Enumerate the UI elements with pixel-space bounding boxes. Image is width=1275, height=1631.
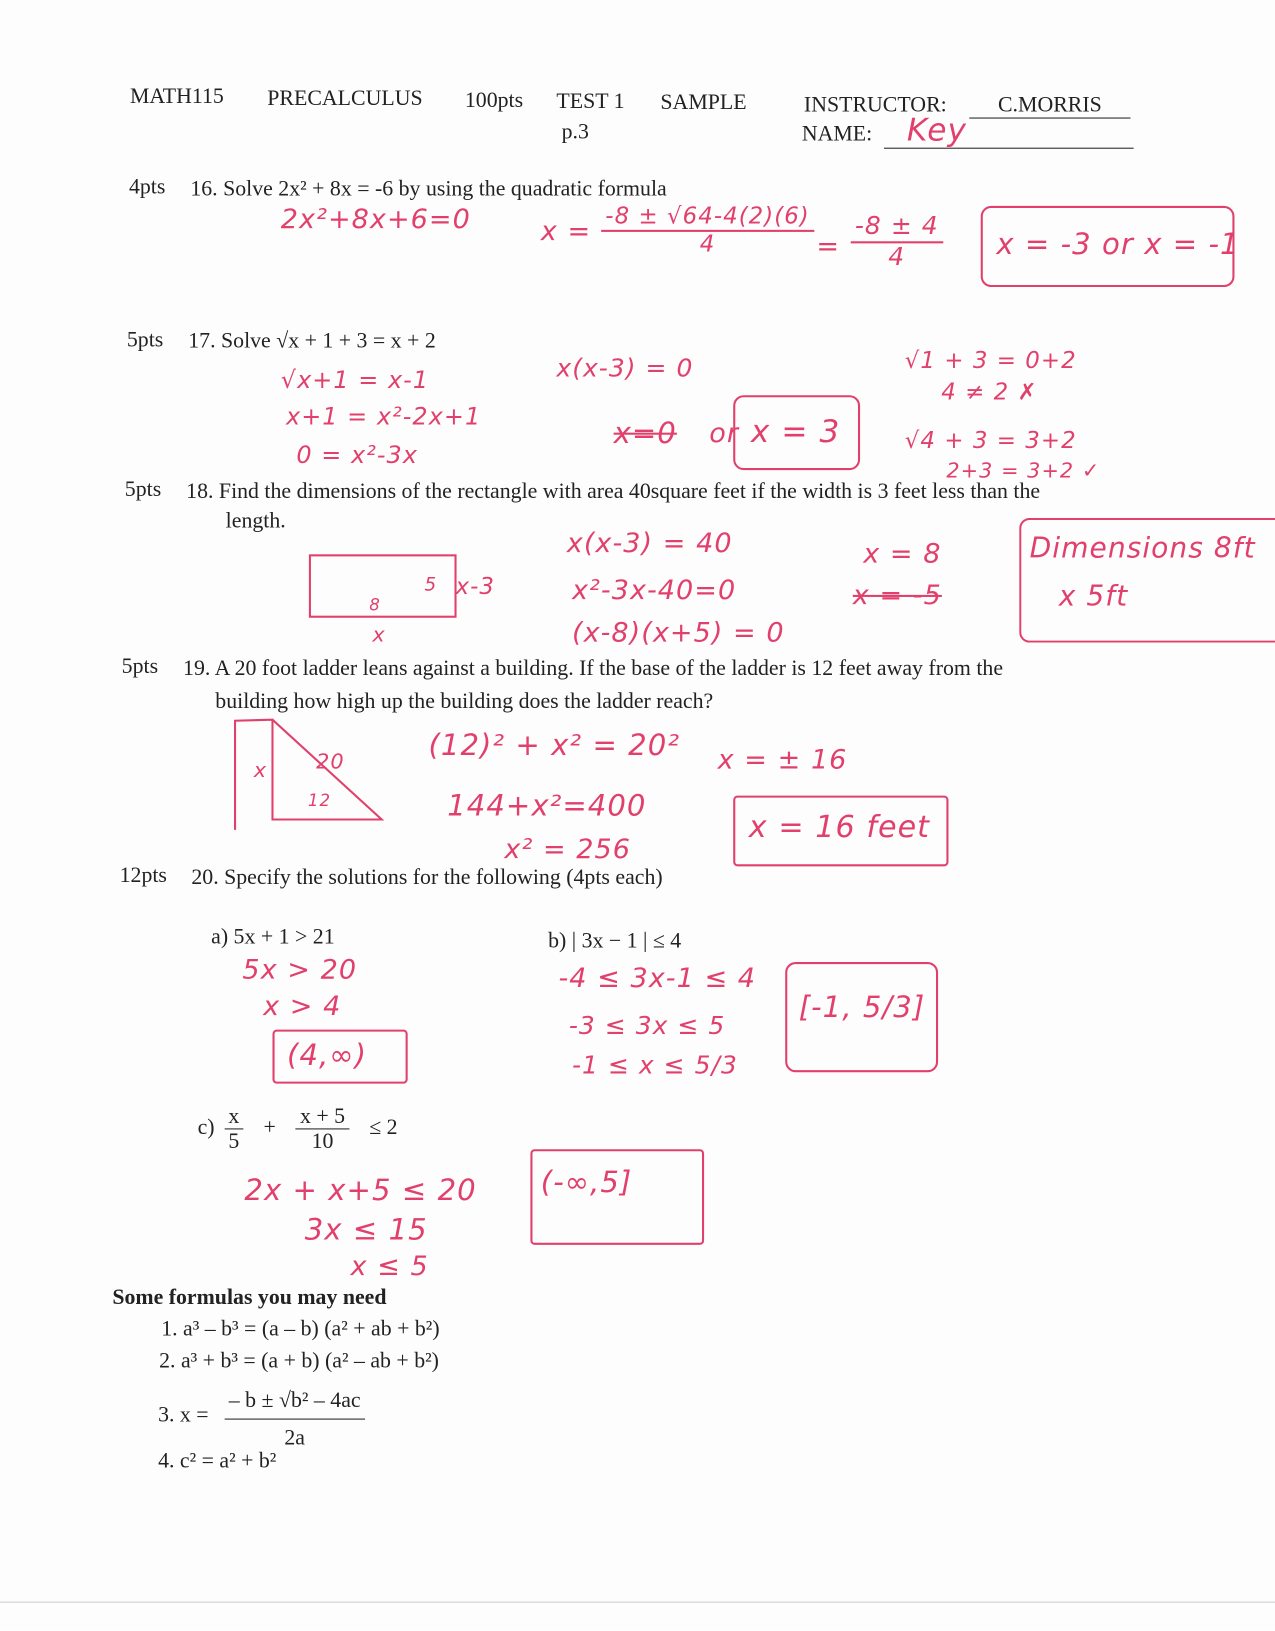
q17-rejected-solution: x=0 (613, 416, 677, 451)
total-points: 100pts (464, 87, 524, 113)
q20a-work-line: 5x > 20 (242, 954, 358, 986)
q19-work-line: x = ± 16 (717, 744, 848, 776)
q20c-relation: ≤ 2 (369, 1114, 398, 1140)
instructor-label: INSTRUCTOR: (803, 91, 947, 117)
q17-answer: x = 3 (750, 413, 841, 451)
q16-work-denominator: 4 (699, 232, 716, 259)
q20a-label: a) 5x + 1 > 21 (211, 923, 335, 949)
q20c-answer: (-∞,5] (540, 1164, 633, 1200)
sample-label: SAMPLE (660, 89, 747, 115)
q20b-label: b) | 3x − 1 | ≤ 4 (548, 927, 682, 953)
q20c-label-wrap (198, 1104, 398, 1153)
triangle-base-label: 12 (307, 790, 332, 811)
q18-answer-line: x 5ft (1058, 580, 1129, 613)
q16-work-line: = (816, 230, 841, 263)
q19-answer: x = 16 feet (748, 809, 931, 845)
q17-check-line: 2+3 = 3+2 ✓ (946, 457, 1101, 483)
q16-answer: x = -3 or x = -1 (996, 226, 1240, 262)
q18-work-line: x(x-3) = 40 (566, 528, 733, 560)
q17-question: 17. Solve √x + 1 + 3 = x + 2 (188, 327, 436, 353)
formula-1: 1. a³ – b³ = (a – b) (a² + ab + b²) (161, 1315, 440, 1341)
q19-work-line: (12)² + x² = 20² (428, 728, 681, 763)
q19-points: 5pts (121, 653, 159, 679)
rect-length-value: 8 (369, 594, 381, 615)
q19-question-cont: building how high up the building does the ladder reach? (215, 688, 714, 714)
q20b-work-line: -4 ≤ 3x-1 ≤ 4 (558, 963, 757, 995)
q18-work-line: x = 8 (863, 538, 942, 570)
q20-points: 12pts (119, 862, 167, 888)
q20c-label: c) (197, 1114, 215, 1140)
q19-question: 19. A 20 foot ladder leans against a building. If the base of the ladder is 12 feet away from the (183, 655, 1004, 681)
page-number: p.3 (561, 118, 589, 144)
q16-work-numerator: -8 ± √64-4(2)(6) (601, 204, 814, 232)
q17-check-line: 4 ≠ 2 ✗ (941, 379, 1038, 406)
q20c-numerator-2: x + 5 (296, 1104, 349, 1129)
q18-work-line: x²-3x-40=0 (572, 575, 737, 607)
q20a-answer: (4,∞) (287, 1037, 368, 1073)
q16-work-numerator: -8 ± 4 (851, 212, 943, 243)
q20c-numerator-1: x (224, 1104, 243, 1129)
formula-3-denominator: 2a (284, 1424, 306, 1450)
formulas-title: Some formulas you may need (112, 1284, 387, 1310)
q20c-denominator-1: 5 (228, 1128, 240, 1154)
q18-work-line: (x-8)(x+5) = 0 (572, 617, 785, 649)
instructor-name: C.MORRIS (969, 92, 1130, 119)
q19-work-line: 144+x²=400 (447, 788, 647, 823)
q18-rejected-solution: x = -5 (852, 580, 942, 612)
q19-work-line: x² = 256 (504, 834, 632, 866)
rect-side-expr: x-3 (455, 574, 496, 601)
q18-answer-line: Dimensions 8ft (1029, 532, 1256, 565)
formula-2: 2. a³ + b³ = (a + b) (a² – ab + b²) (159, 1347, 439, 1373)
q20c-plus: + (263, 1114, 276, 1140)
q16-work-denominator: 4 (888, 241, 906, 272)
test-number: TEST 1 (556, 88, 625, 114)
q17-work-line: √x+1 = x-1 (280, 367, 430, 395)
q20c-denominator-2: 10 (311, 1128, 334, 1154)
q17-work-line: x(x-3) = 0 (556, 353, 694, 383)
q20b-answer: [-1, 5/3] (798, 990, 926, 1025)
name-handwritten: Key (906, 112, 968, 149)
q20-question: 20. Specify the solutions for the following (4pts each) (191, 864, 663, 890)
q18-question: 18. Find the dimensions of the rectangle with area 40square feet if the width is 3 feet less than the (186, 478, 1041, 504)
q20b-work-line: -3 ≤ 3x ≤ 5 (568, 1010, 726, 1040)
q20c-work-line: 3x ≤ 15 (304, 1212, 428, 1247)
q20b-work-line: -1 ≤ x ≤ 5/3 (572, 1050, 738, 1080)
q16-question: 16. Solve 2x² + 8x = -6 by using the quadratic formula (190, 175, 667, 201)
rect-side-label: 5 (424, 574, 438, 596)
q17-work-line: 0 = x²-3x (296, 441, 418, 470)
formula-4: 4. c² = a² + b² (158, 1447, 277, 1473)
q20c-work-line: 2x + x+5 ≤ 20 (244, 1173, 477, 1208)
triangle-hypotenuse-label: 20 (316, 748, 345, 774)
q18-question-cont: length. (225, 507, 286, 533)
q20a-work-line: x > 4 (263, 991, 342, 1023)
q16-work-line: 2x²+8x+6=0 (280, 203, 471, 236)
q20c-work-line: x ≤ 5 (350, 1251, 429, 1283)
formula-3-numerator: – b ± √b² – 4ac (225, 1388, 365, 1419)
q17-points: 5pts (126, 326, 164, 352)
subject: PRECALCULUS (267, 85, 423, 111)
scan-edge-line (0, 1602, 1275, 1603)
formula-3-label: 3. x = (158, 1401, 209, 1427)
q17-work-line: x+1 = x²-2x+1 (286, 403, 482, 431)
triangle-height-label: x (253, 757, 268, 783)
name-label: NAME: (801, 120, 873, 146)
q17-check-line: √4 + 3 = 3+2 (904, 428, 1077, 455)
q17-or: or (709, 418, 740, 450)
q16-work-line: x = (540, 216, 592, 248)
q18-points: 5pts (124, 476, 162, 502)
q17-check-line: √1 + 3 = 0+2 (904, 348, 1077, 375)
q16-points: 4pts (128, 173, 166, 199)
course-code: MATH115 (130, 83, 224, 109)
rect-length-label: x (372, 621, 386, 647)
